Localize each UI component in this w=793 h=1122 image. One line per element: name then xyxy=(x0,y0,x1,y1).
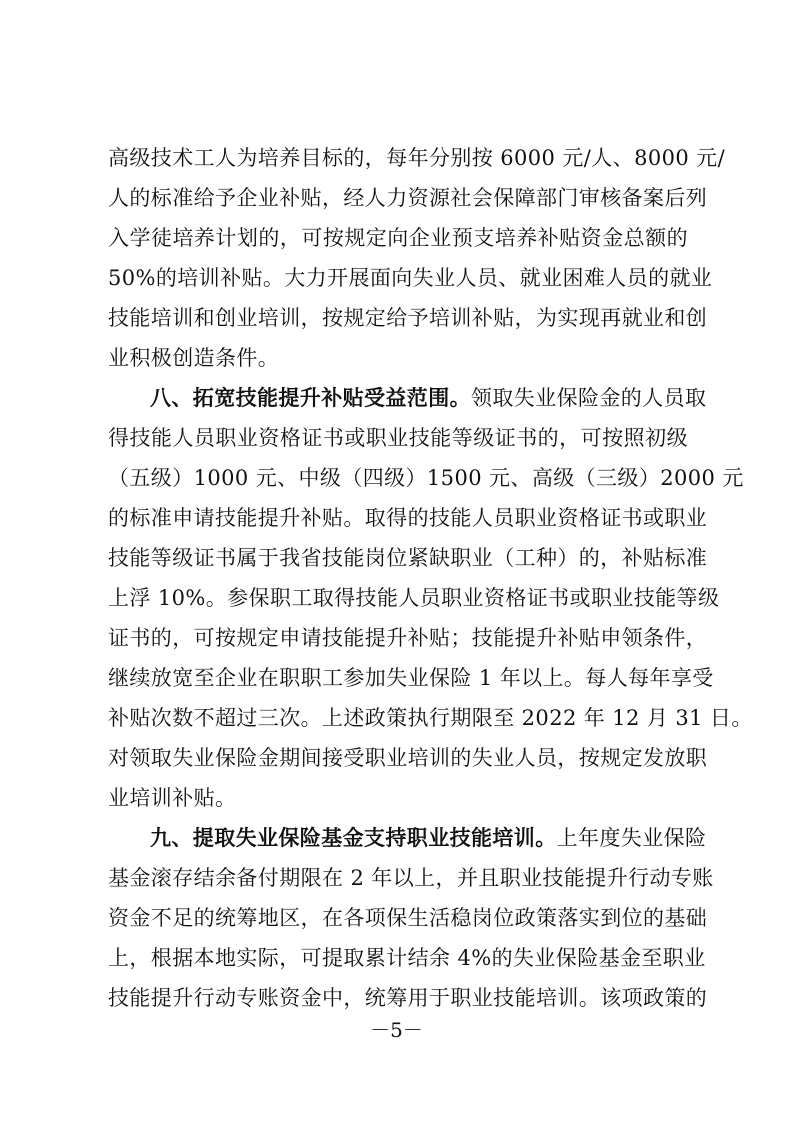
section-first-line xyxy=(150,383,707,413)
body-text-line: 得技能人员职业资格证书或职业技能等级证书的，可按照初级 xyxy=(108,426,688,450)
body-text: 上年度失业保险 xyxy=(556,826,707,850)
body-text-line: （五级）1000 元、中级（四级）1500 元、高级（三级）2000 元 xyxy=(108,466,744,490)
body-text-line: 上浮 10%。参保职工取得技能人员职业资格证书或职业技能等级 xyxy=(108,586,720,610)
body-text-line: 技能提升行动专账资金中，统筹用于职业技能培训。该项政策的 xyxy=(108,986,708,1010)
body-text-line: 上，根据本地实际，可提取累计结余 4%的失业保险基金至职业 xyxy=(108,946,706,970)
body-text-line: 证书的，可按规定申请技能提升补贴；技能提升补贴申领条件， xyxy=(108,626,708,650)
page-number: －5－ xyxy=(370,1018,423,1042)
body-text-line: 入学徒培养计划的，可按规定向企业预支培养补贴资金总额的 xyxy=(108,226,688,250)
body-text-line: 基金滚存结余备付期限在 2 年以上，并且职业技能提升行动专账 xyxy=(108,866,714,890)
body-text-line: 业培训补贴。 xyxy=(108,786,237,810)
body-text-line: 对领取失业保险金期间接受职业培训的失业人员，按规定发放职 xyxy=(108,746,708,770)
body-text-line: 50%的培训补贴。大力开展面向失业人员、就业困难人员的就业 xyxy=(108,266,713,290)
body-text-line: 人的标准给予企业补贴，经人力资源社会保障部门审核备案后列 xyxy=(108,186,708,210)
body-text-line: 技能等级证书属于我省技能岗位紧缺职业（工种）的，补贴标准 xyxy=(108,546,708,570)
body-text: 领取失业保险金的人员取 xyxy=(471,386,707,410)
body-text-line: 补贴次数不超过三次。上述政策执行期限至 2022 年 12 月 31 日。 xyxy=(108,706,753,730)
body-text-line: 业积极创造条件。 xyxy=(108,346,280,370)
body-text-line: 的标准申请技能提升补贴。取得的技能人员职业资格证书或职业 xyxy=(108,506,708,530)
section-first-line xyxy=(150,823,707,853)
body-text-line: 资金不足的统筹地区，在各项保生活稳岗位政策落实到位的基础 xyxy=(108,906,708,930)
body-text-line: 继续放宽至企业在职职工参加失业保险 1 年以上。每人每年享受 xyxy=(108,666,714,690)
section-heading: 八、拓宽技能提升补贴受益范围。 xyxy=(150,386,471,410)
body-text-line: 技能培训和创业培训，按规定给予培训补贴，为实现再就业和创 xyxy=(108,306,708,330)
body-text-line: 高级技术工人为培养目标的，每年分别按 6000 元/人、8000 元/ xyxy=(108,146,726,170)
section-heading: 九、提取失业保险基金支持职业技能培训。 xyxy=(150,826,557,850)
